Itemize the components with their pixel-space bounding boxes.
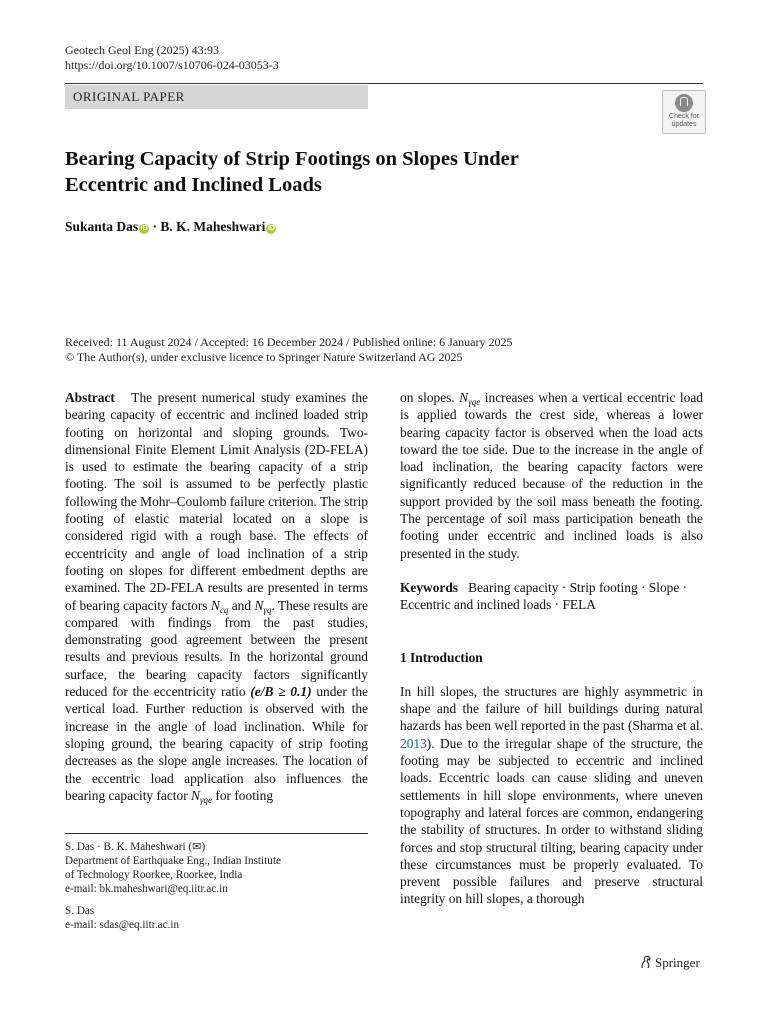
author-separator: · xyxy=(149,219,161,234)
citation-link[interactable]: 2013 xyxy=(400,735,427,751)
abstract-text-5: on slopes. xyxy=(400,390,455,405)
introduction-paragraph xyxy=(400,683,703,908)
abstract-text-4: for footing xyxy=(215,787,274,803)
abstract-text-3: under the vertical load. Further reduction is observed with the increase in the angle of load inclination. While for sloping ground, the bearing capacity of strip footing decreases as the slope angle increases. The location of the eccentric load application also influences the bearing capacity factor xyxy=(65,684,369,803)
intro-text-1: In hill slopes, the structures are highly asymmetric in shape and the failure of hill buildings during natural hazards has been well reported in the past (Sharma et al. xyxy=(400,683,703,734)
orcid-icon[interactable]: iD xyxy=(267,225,275,232)
copyright-line: © The Author(s), under exclusive licence to Springer Nature Switzerland AG 2025 xyxy=(65,350,463,364)
section-heading-introduction: 1 Introduction xyxy=(400,649,483,665)
symbol-sub-yqe: γqe xyxy=(199,794,213,805)
article-type-banner: ORIGINAL PAPER xyxy=(65,85,368,109)
intro-text-2: ). Due to the irregular shape of the structure, the footing may be subjected to eccentric and inclined loads. Eccentric loads can cause sliding and uneven settlements in hill slope environments, where uneven topography and lateral forces are common, endangering the stability of structures. In order to withstand sliding forces and stop structural tilting, bearing capacity under these circumstances must be properly evaluated. To prevent possible failures and preserve structural integrity on hill slopes, a thorough xyxy=(400,735,703,907)
publication-dates xyxy=(65,335,512,365)
footnote-email-2[interactable]: e-mail: sdas@eq.iitr.ac.in xyxy=(65,919,180,931)
footnote-email-1[interactable]: e-mail: bk.maheshwari@eq.iitr.ac.in xyxy=(65,883,228,895)
author-list xyxy=(65,218,276,235)
check-line2: updates xyxy=(671,121,697,128)
footnote-rule xyxy=(65,833,368,834)
footnote-author-2: S. Das xyxy=(65,905,95,917)
abstract-label: Abstract xyxy=(65,390,115,405)
bookmark-icon xyxy=(675,94,693,112)
footnote-affiliation-1: Department of Earthquake Eng., Indian Institute xyxy=(65,855,281,867)
publisher-name: Springer xyxy=(655,955,700,970)
dates-line: Received: 11 August 2024 / Accepted: 16 December 2024 / Published online: 6 January 2025 xyxy=(65,335,513,349)
author-1[interactable]: Sukanta Das xyxy=(65,219,139,234)
doi-link[interactable]: https://doi.org/10.1007/s10706-024-03053-3 xyxy=(65,58,279,72)
symbol-n: N xyxy=(254,597,264,613)
check-for-updates-badge[interactable] xyxy=(662,90,706,134)
symbol-sub-cq: cq xyxy=(219,604,229,615)
publisher-logo xyxy=(640,955,700,971)
check-line1: Check for xyxy=(669,113,699,120)
left-column xyxy=(65,389,368,804)
springer-horse-icon xyxy=(640,955,652,969)
keywords xyxy=(400,579,703,614)
title-line-2: Eccentric and Inclined Loads xyxy=(65,174,322,196)
keywords-text: Bearing capacity · Strip footing · Slope · Eccentric and inclined loads · FELA xyxy=(400,579,688,613)
symbol-sub-yqe: γqe xyxy=(468,397,481,407)
abstract-continued xyxy=(400,389,703,562)
header-rule xyxy=(65,83,703,84)
footnote-affiliation-2: of Technology Roorkee, Roorkee, India xyxy=(65,869,243,881)
symbol-n: N xyxy=(459,390,469,405)
footnote-authors: S. Das · B. K. Maheshwari (✉) xyxy=(65,841,206,853)
abstract-text-6: increases when a vertical eccentric load is applied towards the crest side, whereas a lower bearing capacity factor is observed when the load acts toward the toe side. Due to the increase in the angle of load inclination, the bearing capacity factors were significantly reduced because of the reduction in the support provided by the soil mass beneath the footing. The percentage of soil mass participation beneath the footing under eccentric and inclined loads is also presented in the study. xyxy=(400,390,703,561)
paper-title xyxy=(65,146,625,198)
abstract xyxy=(65,389,368,804)
orcid-icon[interactable]: iD xyxy=(140,225,148,232)
keywords-label: Keywords xyxy=(400,579,459,595)
symbol-sub-yq: γq xyxy=(263,604,272,615)
symbol-n: N xyxy=(210,597,220,613)
abstract-and: and xyxy=(231,597,252,613)
author-2[interactable]: B. K. Maheshwari xyxy=(160,219,266,234)
right-column xyxy=(400,389,703,908)
abstract-text-2: . These results are compared with findings from the past studies, demonstrating good agreement between the present results and previous results. In the horizontal ground surface, the bearing capacity factors significantly reduced for the eccentricity ratio xyxy=(65,597,368,700)
journal-citation: Geotech Geol Eng (2025) 43:93 xyxy=(65,43,219,57)
eccentricity-ratio: (e/B ≥ 0.1) xyxy=(250,684,312,700)
abstract-text-1: The present numerical study examines the bearing capacity of eccentric and inclined loaded strip footing on horizontal and sloping grounds. Two-dimensional Finite Element Limit Analysis (2D-FELA) is used to estimate the bearing capacity of a strip footing. The soil is assumed to be perfectly plastic following the Mohr–Coulomb failure criterion. The strip footing of elastic material located on a slope is considered rigid with a rough base. The effects of eccentricity and angle of load inclination of a strip footing on slopes for different embedment depths are examined. The 2D-FELA results are presented in terms of bearing capacity factors xyxy=(65,390,368,613)
title-line-1: Bearing Capacity of Strip Footings on Slopes Under xyxy=(65,148,519,170)
author-footnote xyxy=(65,840,368,932)
symbol-n: N xyxy=(191,787,200,803)
